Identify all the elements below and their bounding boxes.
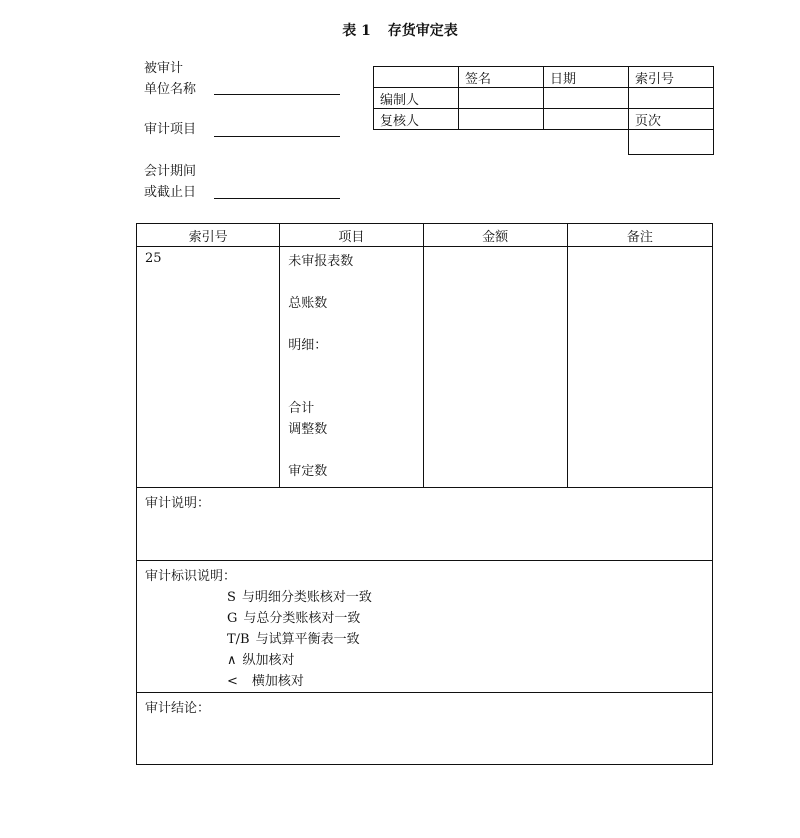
remarks-cell[interactable] [567,247,712,488]
mark-item: ∧ 纵加核对 [227,653,295,668]
table-name: 存货审定表 [387,23,458,39]
page-label: 页次 [629,109,714,130]
row-prepared: 编制人 [374,88,459,109]
audit-item-label: 审计项目 [144,122,197,137]
item-detail: 明细： [288,338,328,353]
prepared-date-cell[interactable] [544,88,629,109]
index-value: 25 [145,251,162,266]
reviewed-date-cell[interactable] [544,109,629,130]
prepared-signature-cell[interactable] [459,88,544,109]
audit-notes-label: 审计说明： [145,496,211,511]
items-cell [280,247,423,488]
col-signature: 签名 [459,67,544,88]
page-number-cell[interactable] [629,130,714,155]
col-index: 索引号 [629,67,714,88]
col-date: 日期 [544,67,629,88]
item-audited: 审定数 [288,464,328,479]
item-adjustment: 调整数 [288,422,328,437]
reviewed-signature-cell[interactable] [459,109,544,130]
item-unaudited: 未审报表数 [288,254,354,269]
index-cell [137,247,280,488]
header-amount: 金额 [423,224,567,247]
audit-marks-list [137,587,712,692]
period-field[interactable] [214,198,340,199]
header-item: 项目 [280,224,423,247]
index-number-cell[interactable] [629,88,714,109]
audit-notes-section[interactable] [137,488,713,561]
audit-conclusion-section[interactable] [137,693,713,765]
mark-item: S 与明细分类账核对一致 [227,590,372,605]
mark-item: < 横加核对 [227,674,304,689]
item-total: 合计 [288,401,315,416]
audit-marks-section [137,561,713,693]
entity-name-field[interactable] [214,94,340,95]
item-general-ledger: 总账数 [288,296,328,311]
audit-conclusion-label: 审计结论： [145,701,211,716]
table-number: 表 1 [342,23,371,39]
mark-item: T/B 与试算平衡表一致 [227,632,360,647]
audit-marks-label: 审计标识说明： [145,569,237,584]
inventory-audit-table [136,223,713,765]
period-label: 会计期间 或截止日 [144,164,197,200]
mark-item: G 与总分类账核对一致 [227,611,361,626]
row-reviewed: 复核人 [374,109,459,130]
header-remarks: 备注 [567,224,712,247]
audit-item-field[interactable] [214,136,340,137]
entity-label: 被审计 单位名称 [144,61,197,97]
header-index: 索引号 [137,224,280,247]
sign-corner-cell [374,67,459,88]
document-title [0,20,800,40]
amount-cell[interactable] [423,247,567,488]
signature-table [373,66,714,155]
